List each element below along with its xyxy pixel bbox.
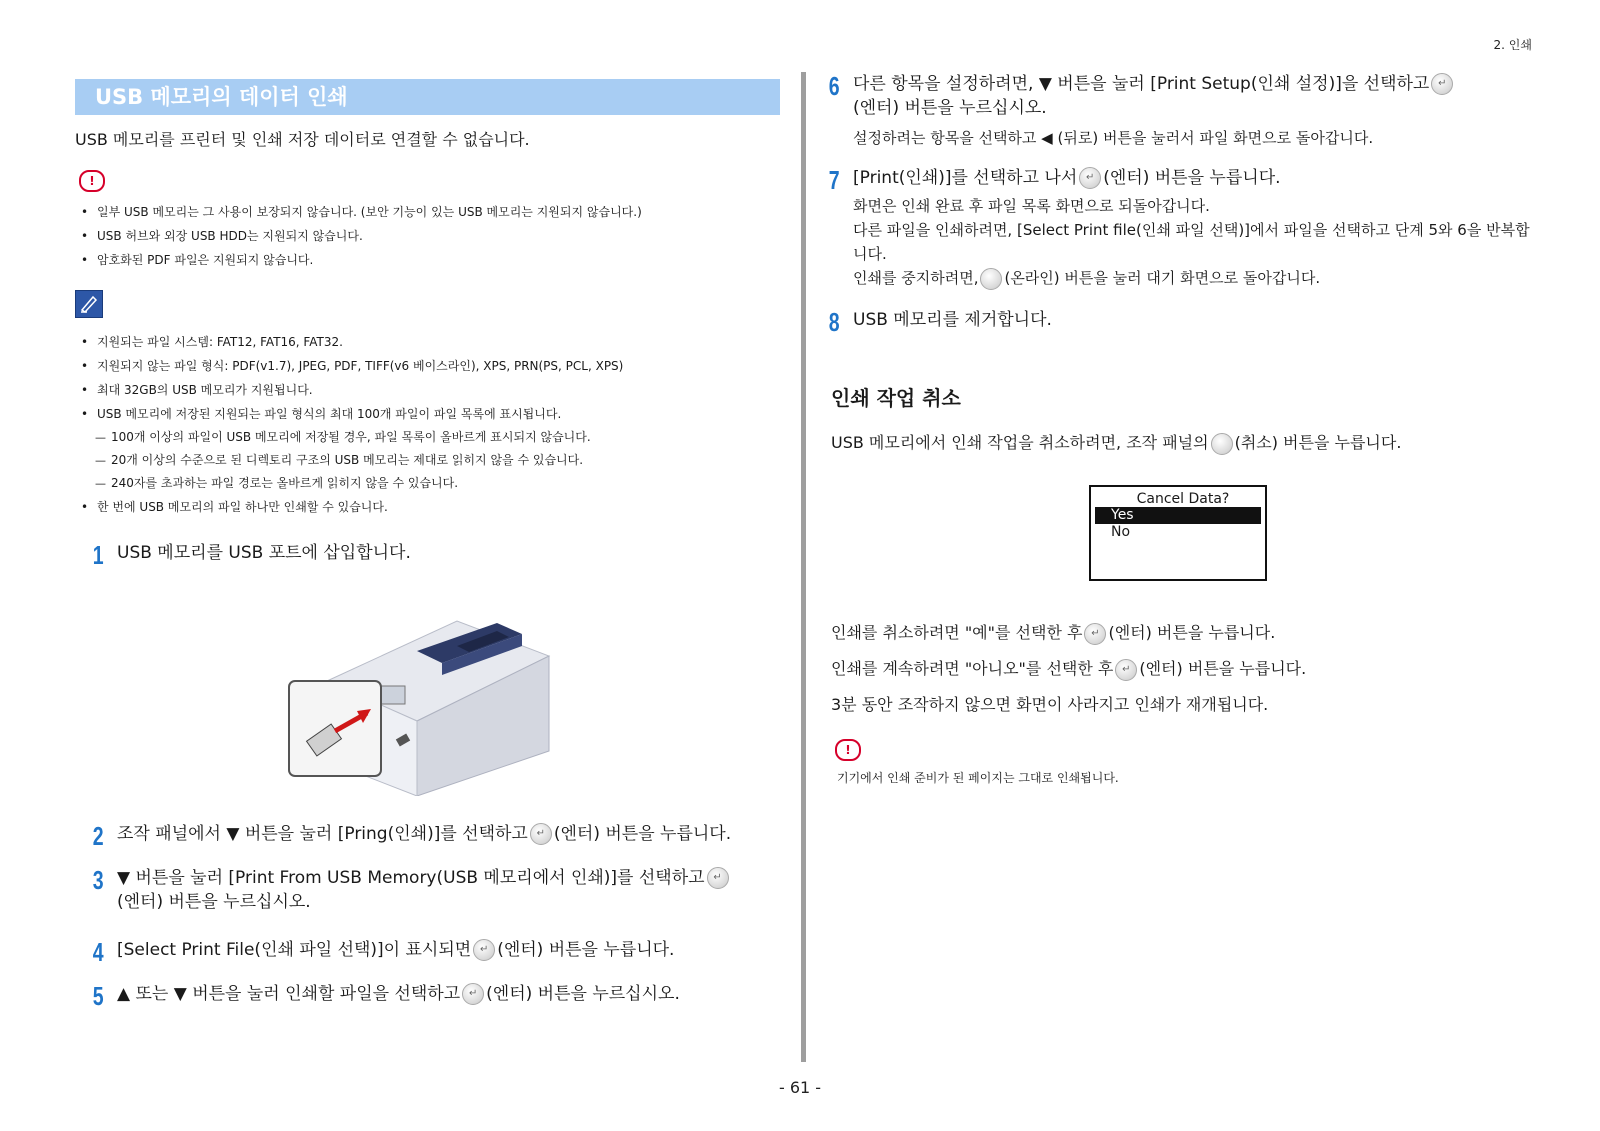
step-number: 7 <box>828 165 840 195</box>
lcd-option-no: No <box>1111 524 1131 540</box>
note-subitem: — 100개 이상의 파일이 USB 메모리에 저장될 경우, 파일 목록이 올바르게 표시되지 않습니다. <box>75 426 780 449</box>
step-number: 4 <box>92 937 104 967</box>
note-item: • 지원되지 않는 파일 형식: PDF(v1.7), JPEG, PDF, TIFF(v6 베이스라인), XPS, PRN(PS, PCL, XPS) <box>75 354 780 378</box>
step-text: USB 메모리를 제거합니다. <box>853 310 1052 330</box>
step-subtext-part: (온라인) 버튼을 눌러 대기 화면으로 돌아갑니다. <box>1004 269 1321 287</box>
text-part: 인쇄를 취소하려면 "예"를 선택한 후 <box>831 623 1083 642</box>
printer-illustration <box>287 601 557 796</box>
enter-button-icon: ↵ <box>473 939 495 961</box>
column-divider <box>801 72 806 1062</box>
step-subtext-part: 인쇄를 중지하려면, <box>853 269 979 287</box>
note-subitem: — 20개 이상의 수준으로 된 디렉토리 구조의 USB 메모리는 제대로 읽히지 않을 수 있습니다. <box>75 449 780 472</box>
step-1 <box>75 540 780 570</box>
cancel-text-part: (취소) 버튼을 누릅니다. <box>1234 433 1402 452</box>
step-text: [Select Print File(인쇄 파일 선택)]이 표시되면 <box>117 940 472 960</box>
enter-button-icon: ↵ <box>1431 73 1453 95</box>
enter-button-icon: ↵ <box>707 867 729 889</box>
note-item: • 한 번에 USB 메모리의 파일 하나만 인쇄할 수 있습니다. <box>75 495 780 519</box>
lcd-screen <box>1089 485 1267 581</box>
chapter-label: 2. 인쇄 <box>1493 38 1532 52</box>
step-text: (엔터) 버튼을 누릅니다. <box>1103 168 1281 188</box>
warning-item: • USB 허브와 외장 USB HDD는 지원되지 않습니다. <box>75 224 780 248</box>
timeout-text: 3분 동안 조작하지 않으면 화면이 사라지고 인쇄가 재개됩니다. <box>831 695 1269 714</box>
page-number: - 61 - <box>778 1078 822 1097</box>
warning-icon: ! <box>79 170 105 192</box>
step-number: 8 <box>828 307 840 337</box>
enter-button-icon: ↵ <box>1079 167 1101 189</box>
step-text: 다른 항목을 설정하려면, ▼ 버튼을 눌러 [Print Setup(인쇄 설정)]을 선택하고 <box>853 74 1430 94</box>
warning-icon: ! <box>835 739 861 761</box>
step-text: (엔터) 버튼을 누르십시오. <box>117 892 311 912</box>
note-item: • 최대 32GB의 USB 메모리가 지원됩니다. <box>75 378 780 402</box>
warning-item: • 암호화된 PDF 파일은 지원되지 않습니다. <box>75 248 780 272</box>
right-column <box>828 71 1531 786</box>
step-number: 2 <box>92 821 104 851</box>
step-7 <box>828 165 1531 290</box>
step-8 <box>828 307 1531 337</box>
note-item: • USB 메모리에 저장된 지원되는 파일 형식의 최대 100개 파일이 파일 목록에 표시됩니다. <box>75 402 780 426</box>
enter-button-icon: ↵ <box>1084 623 1106 645</box>
step-subtext: 화면은 인쇄 완료 후 파일 목록 화면으로 되돌아갑니다. <box>853 197 1210 215</box>
step-6 <box>828 71 1531 150</box>
section-title: USB 메모리의 데이터 인쇄 <box>75 79 780 115</box>
note-subitem: — 240자를 초과하는 파일 경로는 올바르게 읽히지 않을 수 있습니다. <box>75 472 780 495</box>
enter-button-icon: ↵ <box>530 823 552 845</box>
lcd-title: Cancel Data? <box>1136 491 1230 507</box>
cancel-yes-text <box>831 621 1531 645</box>
step-number: 3 <box>92 865 104 895</box>
cancel-heading: 인쇄 작업 취소 <box>831 386 961 410</box>
step-text: (엔터) 버튼을 누릅니다. <box>553 824 732 844</box>
warning-text: 기기에서 인쇄 준비가 된 페이지는 그대로 인쇄됩니다. <box>837 771 1119 785</box>
cancel-no-text <box>831 657 1531 681</box>
cancel-text <box>831 431 1531 455</box>
online-button-icon <box>980 268 1002 290</box>
step-text: USB 메모리를 USB 포트에 삽입합니다. <box>117 543 411 563</box>
step-4 <box>75 937 780 967</box>
step-number: 1 <box>92 540 104 570</box>
lcd-option-yes: Yes <box>1095 507 1261 524</box>
text-part: 인쇄를 계속하려면 "아니오"를 선택한 후 <box>831 659 1114 678</box>
note-list <box>75 330 780 519</box>
cancel-button-icon <box>1211 433 1233 455</box>
step-text: 조작 패널에서 ▼ 버튼을 눌러 [Pring(인쇄)]를 선택하고 <box>117 824 528 844</box>
step-text: (엔터) 버튼을 누르십시오. <box>486 984 680 1004</box>
step-text: ▲ 또는 ▼ 버튼을 눌러 인쇄할 파일을 선택하고 <box>117 984 461 1004</box>
step-text: (엔터) 버튼을 누르십시오. <box>853 98 1047 118</box>
step-2 <box>75 821 780 851</box>
left-column <box>75 79 780 1011</box>
lead-text: USB 메모리를 프린터 및 인쇄 저장 데이터로 연결할 수 없습니다. <box>75 130 530 149</box>
step-text: (엔터) 버튼을 누릅니다. <box>497 940 675 960</box>
step-subtext: 다른 파일을 인쇄하려면, [Select Print file(인쇄 파일 선택)]에서 파일을 선택하고 단계 5와 6을 반복합니다. <box>853 221 1530 263</box>
step-text: [Print(인쇄)]를 선택하고 나서 <box>853 168 1078 188</box>
enter-button-icon: ↵ <box>1115 659 1137 681</box>
warning-list <box>75 200 780 272</box>
step-subtext <box>853 266 1531 290</box>
step-subtext: 설정하려는 항목을 선택하고 ◀ (뒤로) 버튼을 눌러서 파일 화면으로 돌아갑니다. <box>853 129 1374 147</box>
text-part: (엔터) 버튼을 누릅니다. <box>1139 659 1307 678</box>
cancel-text-part: USB 메모리에서 인쇄 작업을 취소하려면, 조작 패널의 <box>831 433 1209 452</box>
step-number: 6 <box>828 71 840 101</box>
step-5 <box>75 981 780 1011</box>
step-text: ▼ 버튼을 눌러 [Print From USB Memory(USB 메모리에서 인쇄)]를 선택하고 <box>117 868 705 888</box>
enter-button-icon: ↵ <box>462 983 484 1005</box>
note-item: • 지원되는 파일 시스템: FAT12, FAT16, FAT32. <box>75 330 780 354</box>
memo-pen-icon <box>75 290 103 318</box>
warning-item: • 일부 USB 메모리는 그 사용이 보장되지 않습니다. (보안 기능이 있는 USB 메모리는 지원되지 않습니다.) <box>75 200 780 224</box>
step-number: 5 <box>92 981 104 1011</box>
step-3 <box>75 866 780 914</box>
text-part: (엔터) 버튼을 누릅니다. <box>1108 623 1276 642</box>
